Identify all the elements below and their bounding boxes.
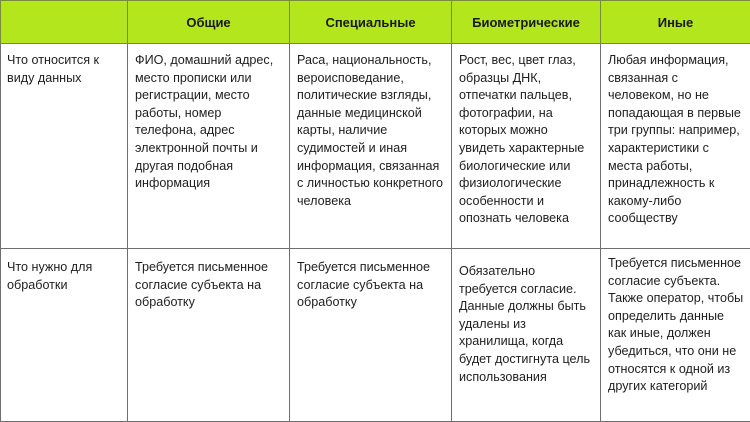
cell-special: Раса, национальность, вероисповедание, политические взгляды, данные медицинской карты, наличие судимостей и иная информация, связанная с личностью конкретного человека <box>290 44 452 249</box>
row-label: Что относится к виду данных <box>1 44 128 249</box>
header-special: Специальные <box>290 1 452 44</box>
row-label: Что нужно для обработки <box>1 249 128 422</box>
header-row <box>1 1 750 44</box>
table-row-processing-requirements <box>1 249 750 422</box>
cell-other: Требуется письменное согласие субъекта. Также оператор, чтобы определить данные как иные, должен убедиться, что они не относятся к одной из других категорий <box>601 249 750 422</box>
cell-general: ФИО, домашний адрес, место прописки или регистрации, место работы, номер телефона, адрес электронной почты и другая подобная информация <box>128 44 290 249</box>
cell-general: Требуется письменное согласие субъекта на обработку <box>128 249 290 422</box>
header-other: Иные <box>601 1 750 44</box>
cell-special: Требуется письменное согласие субъекта на обработку <box>290 249 452 422</box>
cell-biometric: Рост, вес, цвет глаз, образцы ДНК, отпечатки пальцев, фотографии, на которых можно увидеть характерные биологические или физиологические особенности и опознать человека <box>452 44 601 249</box>
table-row-data-types <box>1 44 750 249</box>
header-empty <box>1 1 128 44</box>
cell-biometric: Обязательно требуется согласие. Данные должны быть удалены из хранилища, когда будет достигнута цель использования <box>452 249 601 422</box>
cell-other: Любая информация, связанная с человеком, но не попадающая в первые три группы: например, характеристики с места работы, принадлежность к какому-либо сообществу <box>601 44 750 249</box>
header-general: Общие <box>128 1 290 44</box>
header-biometric: Биометрические <box>452 1 601 44</box>
